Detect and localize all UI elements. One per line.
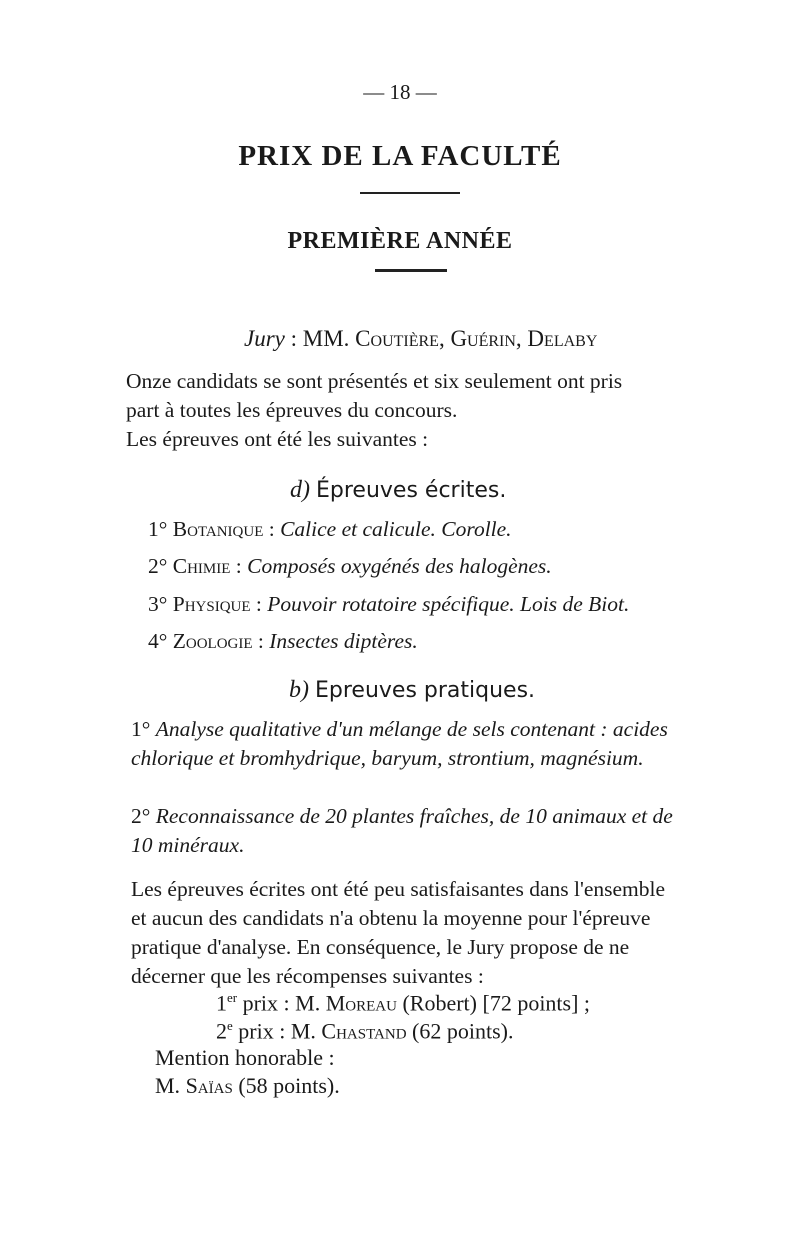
- written-item: 2° Chimie : Composés oxygénés des halogènes.: [148, 554, 552, 578]
- item-text: Analyse qualitative d'un mélange de sels contenant : acides chlorique et bromhydrique, baryum, strontium, magnésium.: [131, 717, 668, 770]
- item-number: 3°: [148, 592, 168, 616]
- jury-line: [244, 326, 597, 352]
- award-label: prix :: [238, 1018, 286, 1044]
- jury-separator: :: [290, 326, 298, 351]
- item-number: 4°: [148, 629, 168, 653]
- mention-recipient: [155, 1073, 340, 1099]
- written-heading-text: Épreuves écrites.: [316, 478, 507, 503]
- jury-label: Jury: [244, 326, 285, 351]
- conclusion-line: décerner que les récompenses suivantes :: [131, 964, 484, 988]
- conclusion-line: Les épreuves écrites ont été peu satisfaisantes dans l'ensemble: [131, 877, 666, 901]
- page-title: PRIX DE LA FACULTÉ: [238, 140, 562, 172]
- conclusion-line: pratique d'analyse. En conséquence, le Jury propose de ne: [131, 935, 630, 959]
- mention-detail: (58 points).: [238, 1073, 340, 1098]
- item-topic: Composés oxygénés des halogènes.: [247, 554, 552, 578]
- item-number: 2°: [131, 804, 151, 828]
- practical-item: [131, 802, 685, 860]
- item-subject: Physique: [172, 592, 251, 616]
- intro-line: Onze candidats se sont présentés et six seulement ont pris: [126, 369, 623, 393]
- section-subtitle: PREMIÈRE ANNÉE: [287, 228, 513, 254]
- item-topic: Calice et calicule. Corolle.: [280, 517, 512, 541]
- item-subject: Botanique: [172, 517, 264, 541]
- item-subject: Chimie: [172, 554, 231, 578]
- item-topic: Pouvoir rotatoire spécifique. Lois de Biot.: [267, 592, 630, 616]
- item-topic: Insectes diptères.: [269, 629, 418, 653]
- written-item: 1° Botanique : Calice et calicule. Corolle.: [148, 517, 512, 541]
- award-rank-suffix: er: [227, 990, 238, 1005]
- mention-prefix: M.: [155, 1073, 181, 1098]
- written-item: 3° Physique : Pouvoir rotatoire spécifique. Lois de Biot.: [148, 592, 630, 616]
- award-name: Chastand: [321, 1018, 407, 1044]
- title-divider: [360, 192, 460, 194]
- subtitle-divider: [375, 269, 447, 272]
- award-rank: 1: [216, 990, 227, 1016]
- written-exams-heading: [290, 477, 506, 504]
- conclusion-paragraph: [131, 875, 665, 991]
- award-rank-suffix: e: [227, 1018, 233, 1033]
- conclusion-line: et aucun des candidats n'a obtenu la moyenne pour l'épreuve: [131, 906, 651, 930]
- intro-line: part à toutes les épreuves du concours.: [126, 398, 458, 422]
- practical-exams-heading: [289, 677, 535, 704]
- award-detail: (62 points).: [412, 1018, 514, 1044]
- jury-members: Coutière, Guérin, Delaby: [355, 326, 598, 351]
- award-second-prize: [216, 1018, 514, 1044]
- jury-prefix: MM.: [302, 326, 350, 351]
- mention-label: Mention honorable :: [155, 1045, 335, 1070]
- award-prefix: M.: [290, 1018, 316, 1044]
- item-number: 1°: [148, 517, 168, 541]
- award-detail: (Robert) [72 points] ;: [402, 990, 591, 1016]
- award-prefix: M.: [295, 990, 321, 1016]
- intro-line: Les épreuves ont été les suivantes :: [126, 427, 429, 451]
- intro-paragraph: [126, 367, 622, 454]
- award-name: Moreau: [325, 990, 397, 1016]
- item-number: 1°: [131, 717, 151, 741]
- award-first-prize: [216, 990, 590, 1016]
- item-number: 2°: [148, 554, 168, 578]
- practical-marker: b): [289, 677, 309, 703]
- practical-item: [131, 715, 685, 773]
- practical-heading-text: Epreuves pratiques.: [315, 678, 536, 703]
- award-label: prix :: [242, 990, 290, 1016]
- item-text: Reconnaissance de 20 plantes fraîches, de 10 animaux et de 10 minéraux.: [131, 804, 673, 857]
- page-number: — 18 —: [363, 80, 437, 104]
- award-rank: 2: [216, 1018, 227, 1044]
- item-subject: Zoologie: [172, 629, 253, 653]
- mention-name: Saïas: [185, 1073, 233, 1098]
- written-marker: d): [290, 477, 310, 503]
- written-item: 4° Zoologie : Insectes diptères.: [148, 629, 418, 653]
